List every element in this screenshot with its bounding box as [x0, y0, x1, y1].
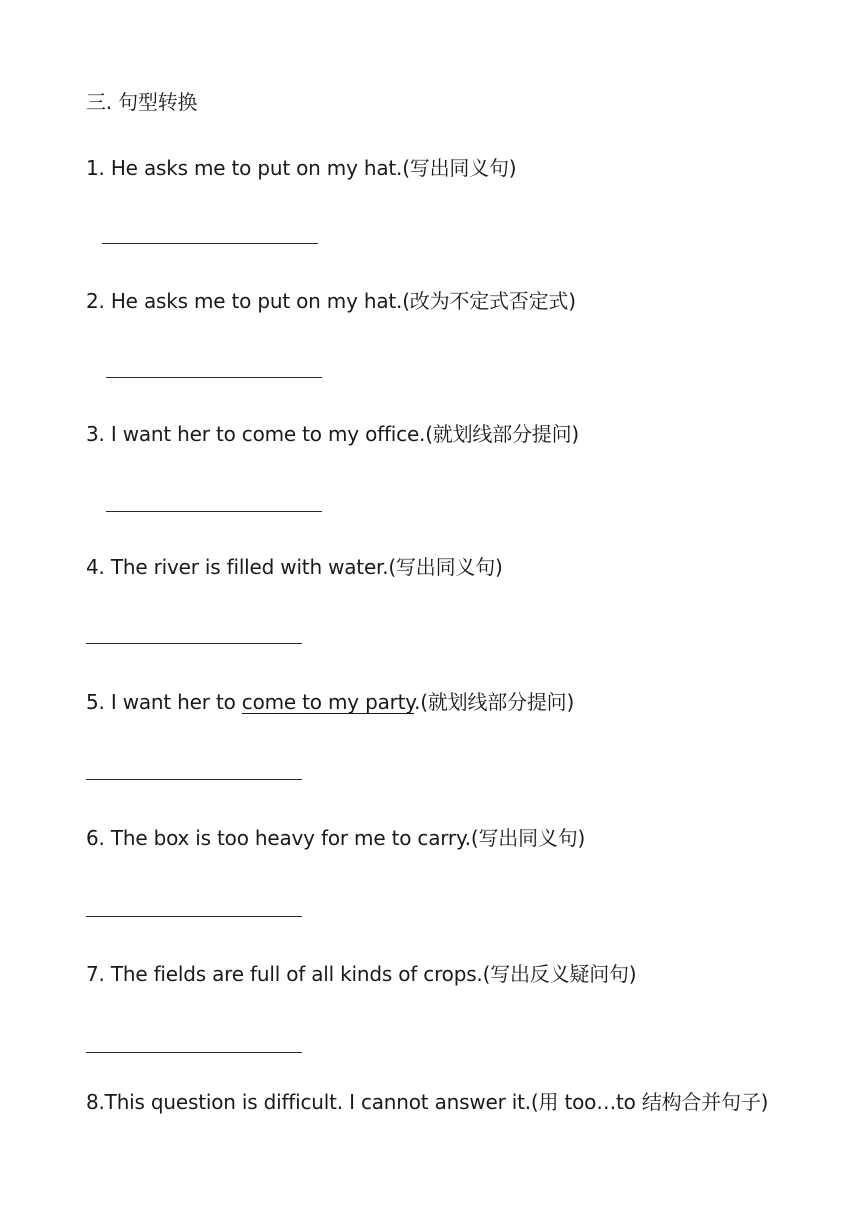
answer-blank-3[interactable]	[106, 511, 322, 512]
answer-blank-6[interactable]	[86, 916, 302, 917]
question-6: 6. The box is too heavy for me to carry.(写出同义句)	[86, 826, 586, 850]
question-5-underlined-part: come to my party	[241, 690, 415, 714]
answer-blank-5[interactable]	[86, 779, 302, 780]
question-8: 8.This question is difficult. I cannot answer it.(用 too…to 结构合并句子)	[86, 1090, 769, 1114]
question-5-prefix: 5. I want her to	[86, 690, 242, 714]
question-7: 7. The fields are full of all kinds of crops.(写出反义疑问句)	[86, 962, 637, 986]
question-2: 2. He asks me to put on my hat.(改为不定式否定式)	[86, 289, 576, 313]
question-3: 3. I want her to come to my office.(就划线部分提问)	[86, 422, 580, 446]
section-title: 三. 句型转换	[86, 90, 198, 114]
answer-blank-2[interactable]	[106, 377, 322, 378]
question-1: 1. He asks me to put on my hat.(写出同义句)	[86, 156, 517, 180]
answer-blank-1[interactable]	[102, 243, 318, 244]
answer-blank-4[interactable]	[86, 643, 302, 644]
question-5	[86, 688, 574, 716]
question-4: 4. The river is filled with water.(写出同义句)	[86, 555, 503, 579]
question-5-suffix: .(就划线部分提问)	[414, 690, 575, 714]
answer-blank-7[interactable]	[86, 1052, 302, 1053]
